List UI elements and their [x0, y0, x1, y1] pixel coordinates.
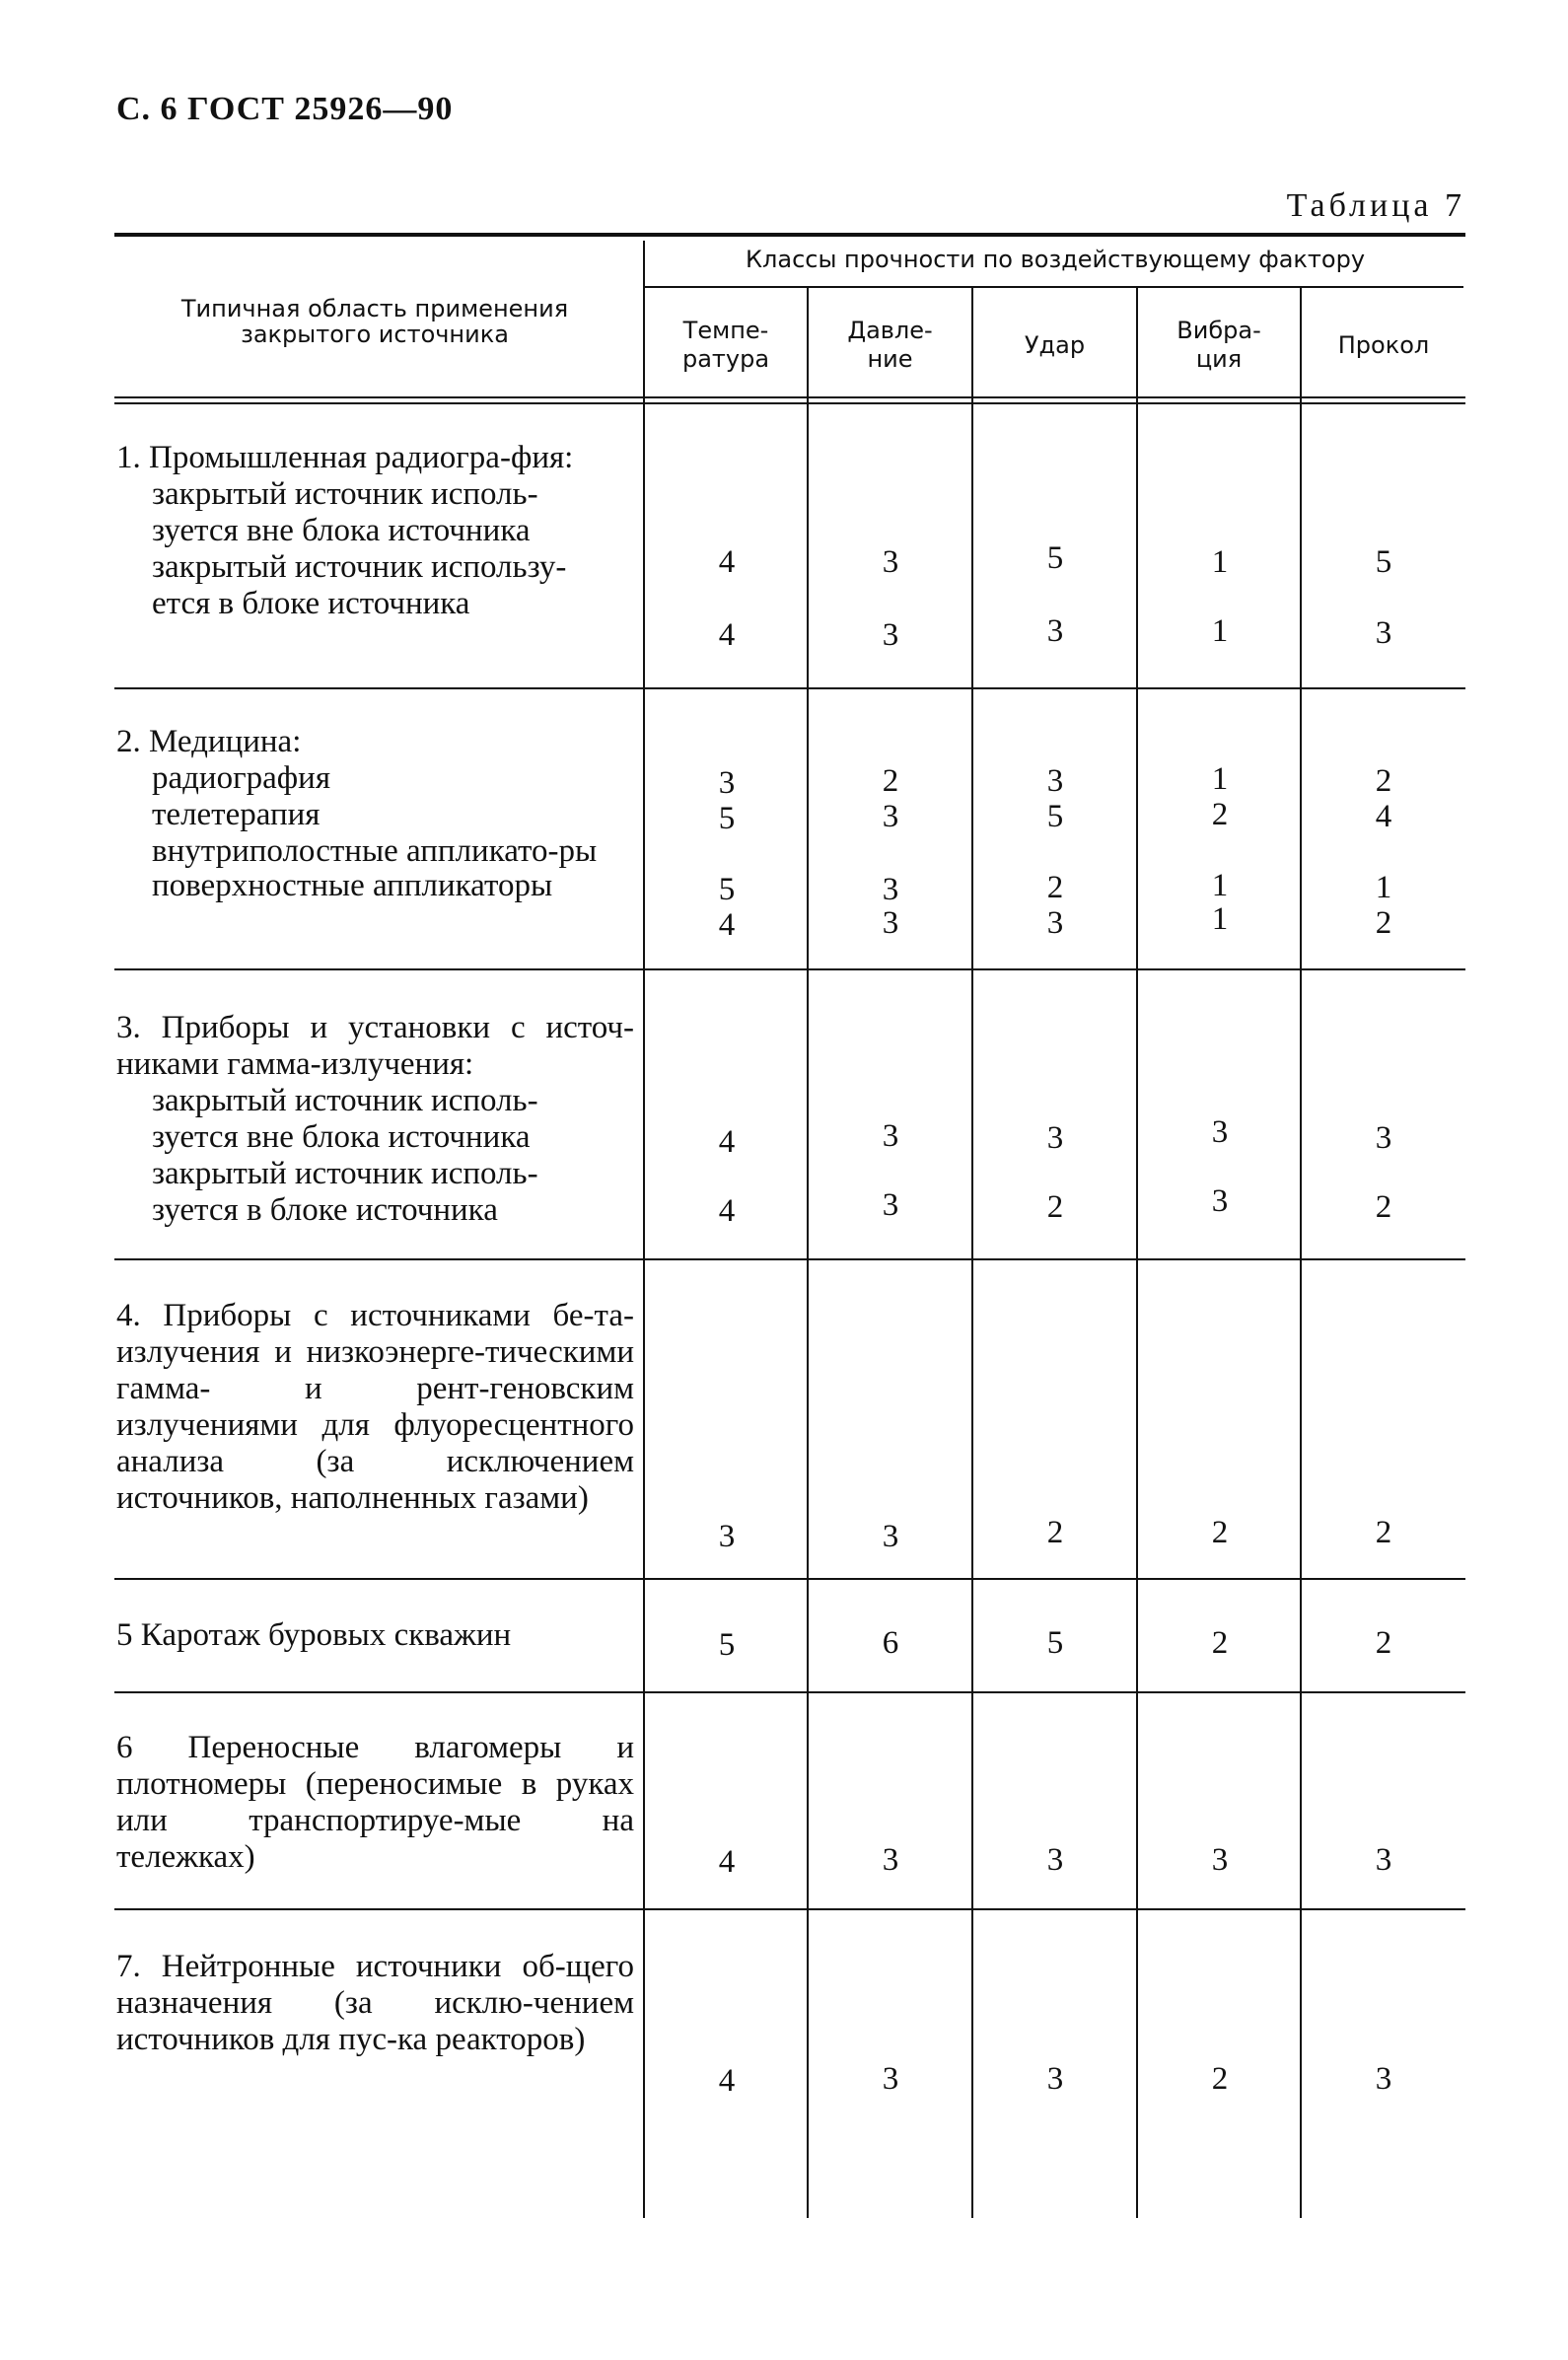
- row-6-area: [116, 1730, 634, 1876]
- cell: 2: [1375, 1625, 1392, 1661]
- cell: 3: [1211, 1114, 1229, 1150]
- cell: 4: [718, 2063, 736, 2099]
- cell: 1: [1375, 870, 1392, 905]
- row-1-area: [116, 440, 634, 622]
- cell: 3: [882, 1842, 899, 1878]
- head-group-label: Классы прочности по воздействующему фактору: [745, 246, 1366, 273]
- cell: 3: [1375, 2061, 1392, 2097]
- cell: 6: [882, 1625, 899, 1661]
- cell: 3: [882, 544, 899, 580]
- cell: 4: [718, 617, 736, 653]
- cell: 3: [1375, 1120, 1392, 1156]
- head-col-puncture: Прокол: [1337, 330, 1430, 359]
- cell: 3: [882, 2061, 899, 2097]
- cell: 3: [882, 905, 899, 941]
- row-2-sub-2: телетерапия: [152, 796, 321, 832]
- cell: 3: [1046, 1842, 1064, 1878]
- row-1-sub-1: закрытый источник исполь-зуется вне блока источника: [152, 475, 538, 548]
- row-2-sub-3: внутриполостные аппликато-ры: [152, 832, 598, 869]
- cell: 2: [1375, 905, 1392, 941]
- cell: 3: [1046, 2061, 1064, 2097]
- cell: 5: [718, 801, 736, 836]
- row-1-sub-2: закрытый источник использу-ется в блоке источника: [152, 548, 567, 621]
- head-col-vibration: Вибра- ция: [1176, 317, 1261, 373]
- cell: 4: [718, 1124, 736, 1160]
- cell: 3: [882, 1118, 899, 1154]
- cell: 3: [882, 872, 899, 907]
- cell: 5: [718, 1627, 736, 1663]
- row-7-title: 7. Нейтронные источники об-щего назначения (за исклю-чением источников для пус-ка реакторов): [116, 1949, 634, 2057]
- cell: 1: [1211, 868, 1229, 903]
- row-rule: [114, 968, 1465, 970]
- row-4-title: 4. Приборы с источниками бе-та-излучения и низкоэнерге-тическими гамма- и рент-геновским излучениями для флуоресцентного анализа (за исключением источников, наполненных газами): [116, 1298, 634, 1516]
- cell: 2: [882, 763, 899, 799]
- cell: 1: [1211, 613, 1229, 649]
- head-col-pressure: Давле- ние: [847, 317, 933, 373]
- cell: 5: [1375, 544, 1392, 580]
- cell: 1: [1211, 544, 1229, 580]
- cell: 4: [718, 907, 736, 943]
- cell: 3: [1211, 1842, 1229, 1878]
- row-7-area: [116, 1949, 634, 2058]
- cell: 5: [1046, 1625, 1064, 1661]
- head-area-label: Типичная область применения закрытого источника: [180, 295, 569, 349]
- row-rule: [114, 1691, 1465, 1693]
- row-5-area: [116, 1617, 634, 1654]
- cell: 2: [1375, 1189, 1392, 1225]
- cell: 3: [1046, 905, 1064, 941]
- cell: 3: [1046, 763, 1064, 799]
- row-4-area: [116, 1298, 634, 1517]
- cell: 4: [1375, 799, 1392, 834]
- cell: 2: [1046, 1515, 1064, 1550]
- cell: 3: [1211, 1183, 1229, 1219]
- cell: 3: [882, 1519, 899, 1554]
- head-col-temperature: Темпе- ратура: [681, 317, 770, 373]
- row-rule: [114, 1578, 1465, 1580]
- row-2-sub-1: радиография: [152, 759, 331, 796]
- head-col-impact: Удар: [1024, 330, 1086, 359]
- cell: 5: [718, 872, 736, 907]
- cell: 2: [1211, 1625, 1229, 1661]
- row-2-area: [116, 724, 634, 904]
- cell: 2: [1211, 2061, 1229, 2097]
- header-bottom-rule: [114, 396, 1465, 398]
- row-6-title: 6 Переносные влагомеры и плотномеры (переносимые в руках или транспортируе-мые на тележках): [116, 1730, 634, 1875]
- cell: 3: [882, 799, 899, 834]
- header-bottom-rule-2: [114, 402, 1465, 404]
- cell: 1: [1211, 761, 1229, 797]
- cell: 3: [718, 1519, 736, 1554]
- cell: 2: [1046, 870, 1064, 905]
- cell: 3: [882, 1187, 899, 1223]
- cell: 3: [1046, 1120, 1064, 1156]
- cell: 3: [1375, 1842, 1392, 1878]
- cell: 2: [1046, 1189, 1064, 1225]
- row-rule: [114, 687, 1465, 689]
- cell: 5: [1046, 540, 1064, 576]
- cell: 3: [1375, 615, 1392, 651]
- row-rule: [114, 1258, 1465, 1260]
- cell: 4: [718, 544, 736, 580]
- table-top-rule: [114, 233, 1465, 237]
- cell: 2: [1211, 797, 1229, 832]
- row-rule: [114, 1908, 1465, 1910]
- row-3-area: [116, 1010, 634, 1229]
- cell: 2: [1375, 763, 1392, 799]
- cell: 3: [718, 765, 736, 801]
- cell: 2: [1211, 1515, 1229, 1550]
- row-3-sub-2: закрытый источник исполь-зуется в блоке источника: [152, 1155, 538, 1228]
- cell: 3: [882, 617, 899, 653]
- cell: 3: [1046, 613, 1064, 649]
- row-2-sub-4: поверхностные аппликаторы: [152, 867, 553, 903]
- group-rule: [643, 286, 1463, 288]
- row-3-title: 3. Приборы и установки с источ-никами гамма-излучения:: [116, 1010, 634, 1082]
- page-header: С. 6 ГОСТ 25926—90: [116, 91, 454, 127]
- cell: 1: [1211, 901, 1229, 937]
- table-caption: Таблица 7: [1286, 187, 1465, 224]
- row-5-title: 5 Каротаж буровых скважин: [116, 1617, 512, 1653]
- row-3-sub-1: закрытый источник исполь-зуется вне блока источника: [152, 1082, 538, 1155]
- cell: 4: [718, 1193, 736, 1229]
- cell: 2: [1375, 1515, 1392, 1550]
- cell: 5: [1046, 799, 1064, 834]
- row-1-title: 1. Промышленная радиогра-фия:: [116, 440, 574, 475]
- row-2-title: 2. Медицина:: [116, 724, 302, 759]
- cell: 4: [718, 1844, 736, 1880]
